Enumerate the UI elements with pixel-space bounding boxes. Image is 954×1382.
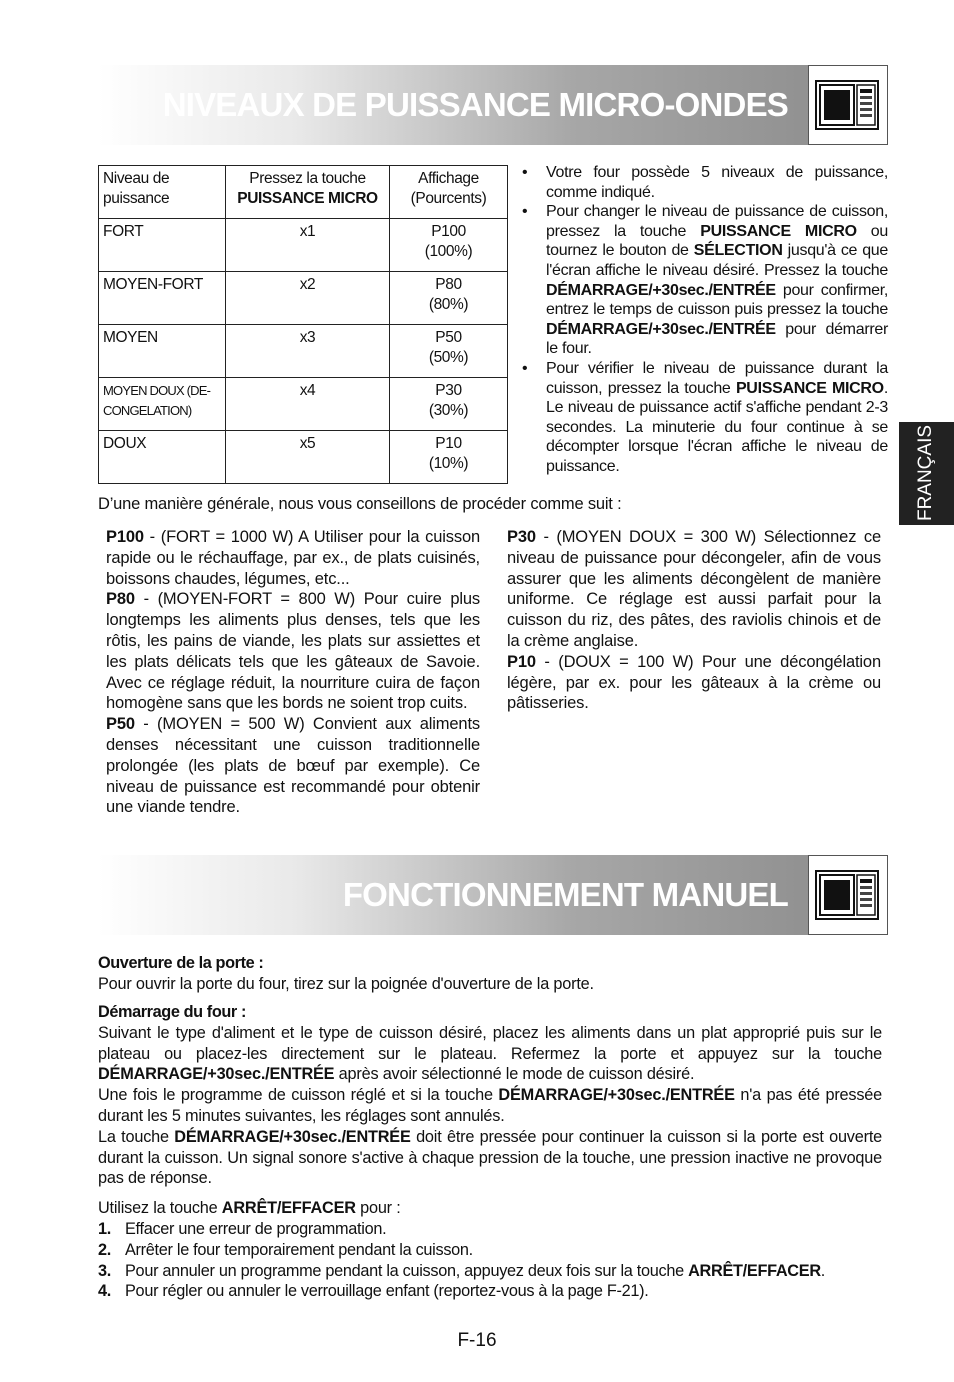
table-cell-press: x4 — [226, 378, 390, 431]
start-paragraph-3: La touche DÉMARRAGE/+30sec./ENTRÉE doit être pressée pour continuer la cuisson si la porte est ouverte durant la cuisson. Un signal sonore s'active à chaque pression de la touche, une pression inactive ne provoque pas de réponse. — [98, 1127, 882, 1188]
table-row — [99, 219, 508, 272]
list-item: 3. Pour annuler un programme pendant la cuisson, appuyez deux fois sur la touche ARRÊT/EFFACER. — [98, 1261, 826, 1280]
stop-intro: Utilisez la touche ARRÊT/EFFACER pour : — [98, 1199, 401, 1217]
table-cell-level: FORT — [99, 219, 226, 272]
table-cell-level: DOUX — [99, 431, 226, 484]
table-header-row — [99, 166, 508, 219]
list-item: 1. Effacer une erreur de programmation. — [98, 1220, 387, 1238]
bullet-icon: • — [522, 203, 528, 221]
language-tab — [899, 422, 954, 525]
start-paragraph-2: Une fois le programme de cuisson réglé et si la touche DÉMARRAGE/+30sec./ENTRÉE n'a pas été pressée durant les 5 minutes suivantes, les réglages sont annulés. — [98, 1086, 882, 1125]
table-cell-display: P100 (100%) — [390, 219, 508, 272]
start-section — [98, 1002, 882, 1189]
section-title: NIVEAUX DE PUISSANCE MICRO-ONDES — [162, 86, 788, 123]
section-banner-power-levels — [98, 65, 888, 145]
table-header-cell: Affichage (Pourcents) — [390, 166, 508, 219]
table-cell-press: x5 — [226, 431, 390, 484]
advice-p10: P10 - (DOUX = 100 W) Pour une décongélation légère, par ex. pour les gâteaux à la crème ou pâtisseries. — [507, 652, 881, 713]
list-item: 2. Arrêter le four temporairement pendant la cuisson. — [98, 1240, 473, 1259]
door-section — [98, 953, 882, 995]
list-item: 4. Pour régler ou annuler le verrouillage enfant (reportez-vous à la page F-21). — [98, 1282, 649, 1301]
list-item: • Pour changer le niveau de puissance de cuisson, pressez la touche PUISSANCE MICRO ou tournez le bouton de SÉLECTION jusqu'à ce que l'écran affiche le niveau désiré. Pressez la touche DÉMARRAGE/+30sec./ENTRÉE pour confirmer, entrez le temps de cuisson puis pressez la touche DÉMARRAGE/+30sec./ENTRÉE pour démarrer le four. — [522, 203, 889, 358]
table-cell-press: x1 — [226, 219, 390, 272]
table-row — [99, 431, 508, 484]
table-cell-display: P10 (10%) — [390, 431, 508, 484]
language-tab-label: FRANÇAIS — [915, 424, 936, 522]
advice-p30: P30 - (MOYEN DOUX = 300 W) Sélectionnez ce niveau de puissance pour décongeler, afin de vous assurer que les aliments décongèlent de manière uniforme. Ce réglage est aussi parfait pour la cuisson du riz, des pâtes, des raviolis chinois et de la crème anglaise. — [507, 528, 881, 650]
table-row — [99, 272, 508, 325]
power-level-table — [98, 165, 508, 484]
table-cell-press: x3 — [226, 325, 390, 378]
bullet-icon: • — [522, 359, 528, 377]
table-cell-level: MOYEN — [99, 325, 226, 378]
stop-list — [98, 1219, 888, 1302]
table-row — [99, 378, 508, 431]
page-number: F-16 — [457, 1330, 497, 1351]
advice-p50: P50 - (MOYEN = 500 W) Convient aux aliments denses nécessitant une cuisson traditionnelle prolongée (les plats de bœuf par exemple). Ce niveau de puissance est recommandé pour obtenir une viande tendre. — [106, 715, 480, 817]
advice-p100: P100 - (FORT = 1000 W) A Utiliser pour la cuisson rapide ou le réchauffage, par ex., de plats cuisinés, boissons chaudes, légumes, etc... — [106, 528, 480, 588]
microwave-icon — [815, 870, 879, 920]
table-cell-display: P80 (80%) — [390, 272, 508, 325]
advice-p80: P80 - (MOYEN-FORT = 800 W) Pour cuire plus longtemps les aliments plus denses, tels que les rôtis, les pains de viande, les plats sur assiettes et les plats délicats tels que les gâteaux de Savoie. Avec ce réglage réduit, la nourriture cuira de façon homogène sans que les bords ne soient trop cuits. — [106, 590, 480, 713]
microwave-icon-box — [808, 65, 888, 145]
advice-intro: D’une manière générale, nous vous conseillons de procéder comme suit : — [98, 495, 622, 513]
start-heading: Démarrage du four : — [98, 1003, 247, 1021]
power-bullet-list — [520, 163, 888, 477]
table-cell-display: P50 (50%) — [390, 325, 508, 378]
microwave-icon — [815, 80, 879, 130]
advice-column-right — [507, 527, 881, 714]
table-cell-level: MOYEN DOUX (DE- CONGELATION) — [99, 378, 226, 431]
section-title: FONCTIONNEMENT MANUEL — [342, 876, 788, 913]
list-item: • Votre four possède 5 niveaux de puissance, comme indiqué. — [522, 164, 888, 201]
table-cell-level: MOYEN-FORT — [99, 272, 226, 325]
section-banner-manual — [98, 855, 888, 935]
table-cell-press: x2 — [226, 272, 390, 325]
advice-column-left — [106, 527, 480, 818]
list-item: • Pour vérifier le niveau de puissance durant la cuisson, pressez la touche PUISSANCE MICRO. Le niveau de puissance actif s'affiche pendant 2-3 secondes. La minuterie du four continue à se décompter lorsque l'écran affiche le niveau de puissance. — [522, 359, 888, 475]
microwave-icon-box — [808, 855, 888, 935]
bullet-icon: • — [522, 164, 528, 181]
door-heading: Ouverture de la porte : — [98, 954, 264, 972]
door-text: Pour ouvrir la porte du four, tirez sur la poignée d'ouverture de la porte. — [98, 974, 594, 993]
table-row — [99, 325, 508, 378]
start-paragraph-1: Suivant le type d'aliment et le type de cuisson désiré, placez les aliments dans un plat approprié puis sur le plateau ou placez-les directement sur le plateau. Refermez la porte et appuyez sur la touche DÉMARRAGE/+30sec./ENTRÉE après avoir sélectionné le mode de cuisson désiré. — [98, 1023, 882, 1084]
table-header-cell: Pressez la touche PUISSANCE MICRO — [226, 166, 390, 219]
table-cell-display: P30 (30%) — [390, 378, 508, 431]
table-header-cell: Niveau de puissance — [99, 166, 226, 219]
